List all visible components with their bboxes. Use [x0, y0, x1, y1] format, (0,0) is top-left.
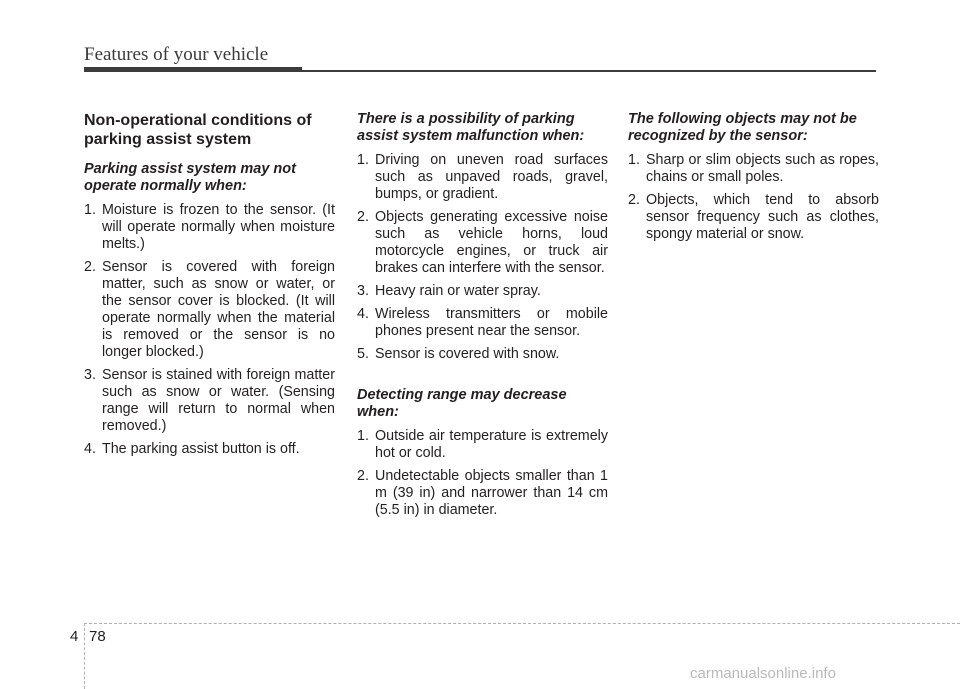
- header-rule-thick: [84, 67, 302, 72]
- item-text: Objects, which tend to absorb sensor frequency such as clothes, spongy material or snow.: [646, 192, 879, 242]
- list-item: [84, 202, 335, 253]
- spacer: [357, 369, 608, 387]
- item-text: Sensor is covered with snow.: [375, 346, 560, 362]
- list-item: [357, 346, 608, 363]
- malfunction-list: [357, 152, 608, 363]
- item-text: Driving on uneven road surfaces such as unpaved roads, gravel, bumps, or gradient.: [375, 152, 608, 202]
- item-text: Outside air temperature is extremely hot or cold.: [375, 428, 608, 461]
- item-text: Heavy rain or water spray.: [375, 283, 541, 299]
- section-title: Non-operational conditions of parking assist system: [84, 112, 312, 148]
- item-number: 1.: [628, 152, 640, 168]
- list-item: [628, 152, 879, 186]
- list-item: [84, 367, 335, 435]
- list-item: [84, 441, 335, 458]
- header-rule-thin: [302, 70, 876, 72]
- item-text: Objects generating excessive noise such as vehicle horns, loud motorcycle engines, or truck air brakes can interfere with the sensor.: [375, 209, 608, 276]
- item-number: 1.: [357, 428, 369, 444]
- item-number: 2.: [628, 192, 640, 208]
- item-text: The parking assist button is off.: [102, 441, 300, 457]
- subhead-not-recognized: The following objects may not be recognized by the sensor:: [628, 111, 857, 144]
- subhead-range-decrease: Detecting range may decrease when:: [357, 387, 567, 420]
- page-number: 78: [89, 628, 106, 645]
- list-item: [357, 306, 608, 340]
- item-text: Sensor is stained with foreign matter such as snow or water. (Sensing range will return to normal when removed.): [102, 367, 335, 434]
- list-item: [357, 468, 608, 519]
- item-number: 1.: [84, 202, 96, 218]
- footer-divider: [84, 623, 85, 689]
- chapter-number: 4: [70, 628, 79, 645]
- list-item: [84, 259, 335, 361]
- item-text: Moisture is frozen to the sensor. (It will operate normally when moisture melts.): [102, 202, 335, 252]
- list-item: [357, 428, 608, 462]
- item-number: 3.: [84, 367, 96, 383]
- item-text: Wireless transmitters or mobile phones present near the sensor.: [375, 306, 608, 339]
- list-item: [628, 192, 879, 243]
- objects-list: [628, 152, 879, 243]
- subhead-malfunction: There is a possibility of parking assist system malfunction when:: [357, 111, 585, 144]
- item-number: 2.: [357, 209, 369, 225]
- list-item: [357, 152, 608, 203]
- item-number: 4.: [84, 441, 96, 457]
- subhead-may-not-operate: Parking assist system may not operate normally when:: [84, 161, 296, 194]
- list-item: [357, 283, 608, 300]
- item-number: 3.: [357, 283, 369, 299]
- column-2: [357, 111, 608, 525]
- item-text: Sensor is covered with foreign matter, such as snow or water, or the sensor cover is blocked. (It will operate normally when the material is removed or the sensor is no longer blocked.): [102, 259, 335, 360]
- item-text: Undetectable objects smaller than 1 m (39 in) and narrower than 14 cm (5.5 in) in diameter.: [375, 468, 608, 518]
- item-number: 1.: [357, 152, 369, 168]
- item-number: 2.: [84, 259, 96, 275]
- watermark: carmanualsonline.info: [690, 665, 836, 682]
- column-1: [84, 111, 335, 464]
- item-number: 2.: [357, 468, 369, 484]
- footer-rule: [84, 623, 960, 624]
- column-3: [628, 111, 879, 249]
- list-item: [357, 209, 608, 277]
- item-text: Sharp or slim objects such as ropes, chains or small poles.: [646, 152, 879, 185]
- page-header-title: Features of your vehicle: [84, 44, 269, 65]
- range-list: [357, 428, 608, 519]
- item-number: 4.: [357, 306, 369, 322]
- conditions-list: [84, 202, 335, 458]
- item-number: 5.: [357, 346, 369, 362]
